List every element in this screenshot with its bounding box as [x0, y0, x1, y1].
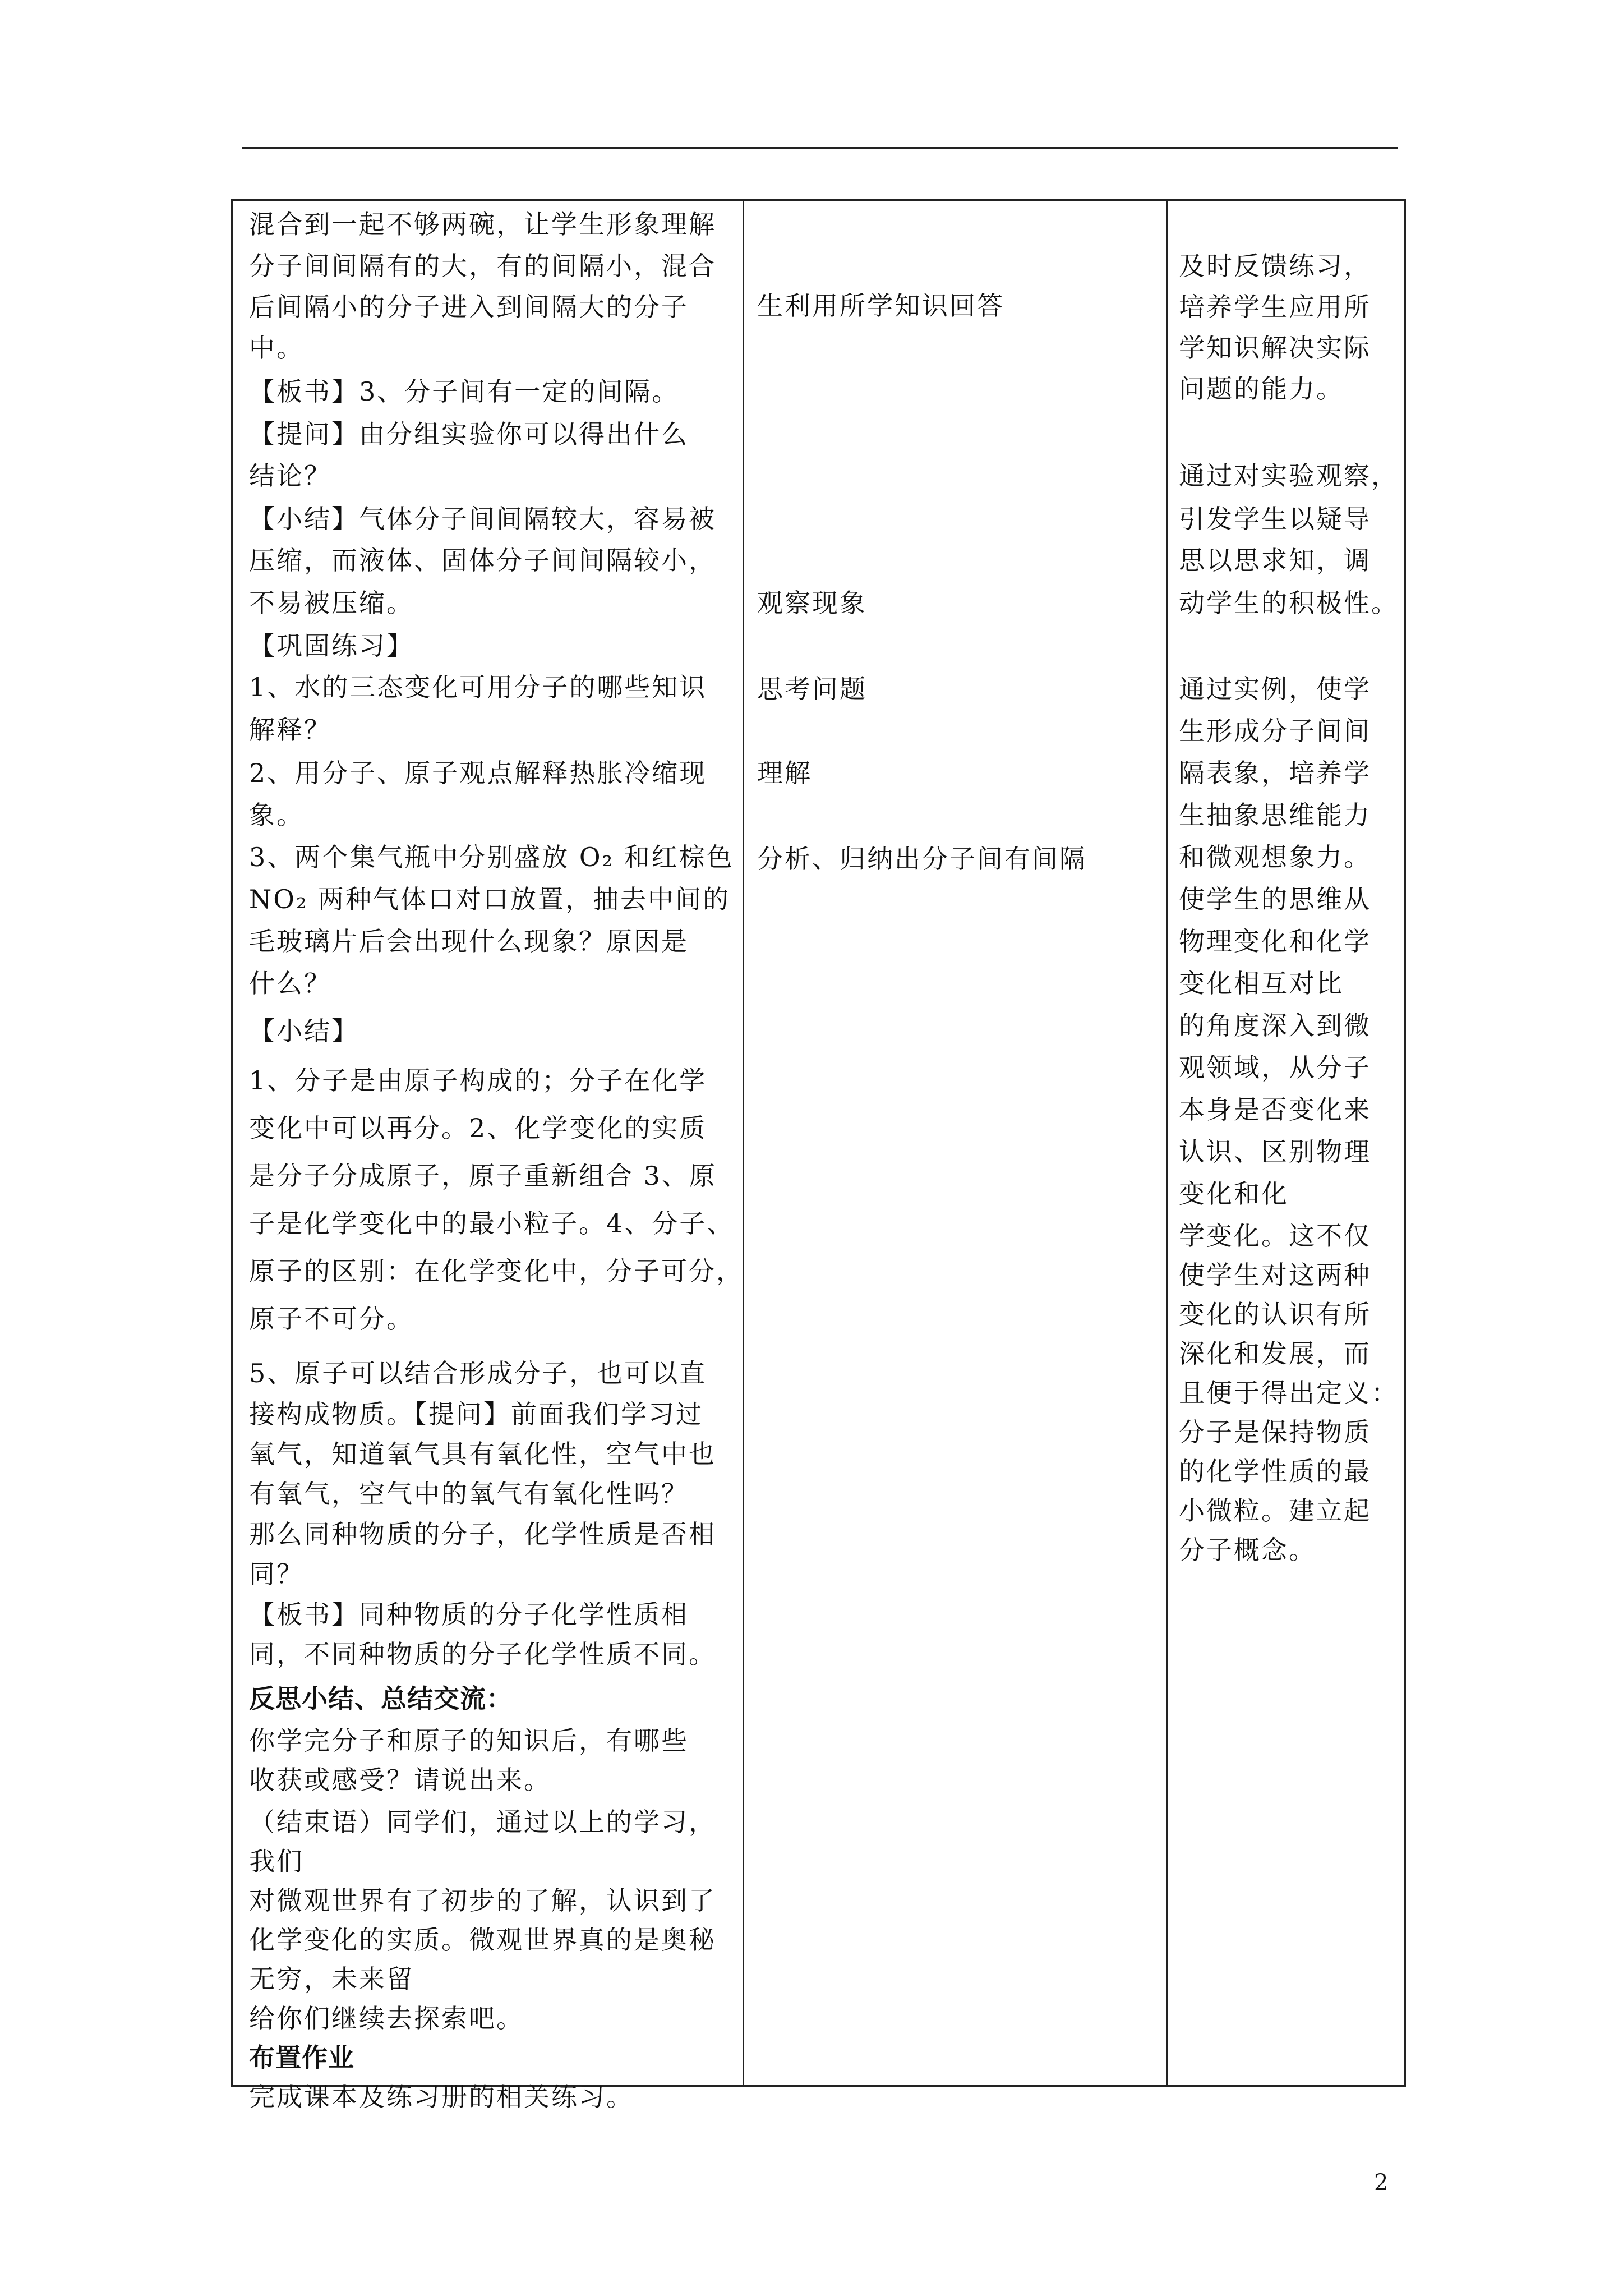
- col1-line: 是分子分成原子，原子重新组合 3、原: [249, 1161, 717, 1191]
- col1-line: 有氧气，空气中的氧气有氧化性吗？: [249, 1479, 689, 1509]
- col1-line: 【板书】同种物质的分子化学性质相: [249, 1599, 689, 1630]
- col1-line: 给你们继续去探索吧。: [249, 2003, 524, 2033]
- col1-line: 氧气，知道氧气具有氧化性，空气中也: [249, 1439, 716, 1469]
- teacher-activity-column: [249, 199, 744, 2112]
- col1-line: 解释？: [249, 715, 331, 745]
- col3-line: 学知识解决实际: [1179, 333, 1371, 363]
- col1-line: 【巩固练习】: [249, 631, 414, 661]
- table-divider-2: [1166, 199, 1168, 2087]
- col3-line: 生形成分子间间: [1179, 716, 1371, 746]
- col1-line: 化学变化的实质。微观世界真的是奥秘: [249, 1925, 716, 1955]
- col3-line: 及时反馈练习，: [1179, 251, 1371, 281]
- col1-line: 1、水的三态变化可用分子的哪些知识: [249, 672, 707, 702]
- col1-line: 【提问】由分组实验你可以得出什么: [249, 419, 689, 449]
- col1-line: 分子间间隔有的大，有的间隔小，混合: [249, 251, 716, 281]
- col2-line: 分析、归纳出分子间有间隔: [757, 844, 1087, 874]
- col3-line: 动学生的积极性。: [1179, 588, 1399, 618]
- col3-line: 使学生对这两种: [1179, 1260, 1371, 1290]
- col3-line: 小微粒。建立起: [1179, 1496, 1371, 1526]
- col1-line: 同，不同种物质的分子化学性质不同。: [249, 1639, 716, 1669]
- col1-line: 象。: [249, 800, 304, 830]
- col3-line: 深化和发展，而: [1179, 1338, 1371, 1369]
- col1-line: 不易被压缩。: [249, 588, 414, 618]
- col1-line: 【小结】: [249, 1016, 359, 1046]
- col1-line: 【小结】气体分子间间隔较大，容易被: [249, 504, 716, 534]
- table-divider-1: [743, 199, 744, 2087]
- col3-line: 问题的能力。: [1179, 374, 1344, 404]
- col1-line: 结论？: [249, 461, 331, 491]
- col1-line: 混合到一起不够两碗，让学生形象理解: [249, 209, 716, 240]
- col3-line: 和微观想象力。: [1179, 842, 1371, 872]
- col2-line: 观察现象: [757, 588, 867, 618]
- col1-line: 同？: [249, 1559, 304, 1589]
- col1-line: 收获或感受？请说出来。: [249, 1765, 551, 1795]
- col3-line: 使学生的思维从: [1179, 884, 1371, 914]
- col3-line: 观领域，从分子: [1179, 1052, 1371, 1083]
- col3-line: 引发学生以疑导: [1179, 504, 1371, 534]
- col1-line: 2、用分子、原子观点解释热胀冷缩现: [249, 758, 707, 788]
- col1-line: 原子不可分。: [249, 1304, 414, 1334]
- col3-line: 分子概念。: [1179, 1535, 1316, 1565]
- col3-line: 学变化。这不仅: [1179, 1221, 1371, 1251]
- table-right-border: [1404, 199, 1406, 2087]
- col1-line: 毛玻璃片后会出现什么现象？原因是: [249, 926, 689, 956]
- col1-line: 后间隔小的分子进入到间隔大的分子: [249, 292, 689, 322]
- col3-line: 且便于得出定义：: [1179, 1378, 1399, 1408]
- col3-line: 生抽象思维能力: [1179, 800, 1371, 830]
- col3-line: 物理变化和化学: [1179, 926, 1371, 956]
- col3-line: 思以思求知，调: [1179, 545, 1371, 576]
- col3-line: 通过实例，使学: [1179, 674, 1371, 704]
- student-activity-column: [757, 199, 1150, 2087]
- col2-line: 思考问题: [757, 674, 867, 704]
- col1-line: 接构成物质。【提问】前面我们学习过: [249, 1399, 703, 1429]
- col3-line: 变化和化: [1179, 1179, 1289, 1209]
- col3-line: 变化相互对比: [1179, 968, 1344, 999]
- col1-line: 那么同种物质的分子，化学性质是否相: [249, 1519, 716, 1549]
- col3-line: 分子是保持物质: [1179, 1417, 1371, 1447]
- col1-line: 子是化学变化中的最小粒子。4、分子、: [249, 1208, 735, 1239]
- col3-line: 变化的认识有所: [1179, 1299, 1371, 1329]
- col1-line: NO₂ 两种气体口对口放置，抽去中间的: [249, 884, 731, 914]
- col1-line: 原子的区别：在化学变化中，分子可分，: [249, 1256, 744, 1286]
- col1-line: （结束语）同学们，通过以上的学习，: [249, 1807, 716, 1837]
- col1-line: 布置作业: [249, 2042, 354, 2073]
- lesson-table: [231, 199, 1406, 2112]
- col1-line: 对微观世界有了初步的了解，认识到了: [249, 1885, 716, 1916]
- col3-line: 本身是否变化来: [1179, 1094, 1371, 1125]
- col1-line: 我们: [249, 1846, 304, 1876]
- col3-line: 通过对实验观察，: [1179, 461, 1399, 491]
- col1-line: 变化中可以再分。2、化学变化的实质: [249, 1113, 707, 1143]
- col3-line: 的化学性质的最: [1179, 1456, 1371, 1487]
- table-left-border: [231, 199, 233, 2087]
- col1-line: 反思小结、总结交流：: [249, 1683, 513, 1714]
- design-intent-column: [1179, 199, 1403, 2087]
- col2-line: 生利用所学知识回答: [757, 291, 1004, 321]
- col3-line: 培养学生应用所: [1179, 292, 1371, 322]
- col1-line: 完成课本及练习册的相关练习。: [249, 2082, 634, 2112]
- header-rule: [242, 147, 1398, 149]
- col1-line: 5、原子可以结合形成分子，也可以直: [249, 1358, 707, 1388]
- col1-line: 中。: [249, 333, 304, 363]
- col1-line: 【板书】3、分子间有一定的间隔。: [249, 376, 680, 407]
- col1-line: 压缩，而液体、固体分子间间隔较小，: [249, 545, 716, 576]
- col3-line: 认识、区别物理: [1179, 1137, 1371, 1167]
- col2-line: 理解: [757, 758, 812, 788]
- col1-line: 无穷，未来留: [249, 1964, 414, 1994]
- col3-line: 隔表象，培养学: [1179, 758, 1371, 788]
- page-number: 2: [1374, 2170, 1389, 2196]
- col1-line: 什么？: [249, 968, 331, 999]
- col1-line: 你学完分子和原子的知识后，有哪些: [249, 1726, 689, 1756]
- col1-line: 1、分子是由原子构成的；分子在化学: [249, 1065, 707, 1096]
- col1-line: 3、两个集气瓶中分别盛放 O₂ 和红棕色: [249, 842, 734, 872]
- col3-line: 的角度深入到微: [1179, 1010, 1371, 1041]
